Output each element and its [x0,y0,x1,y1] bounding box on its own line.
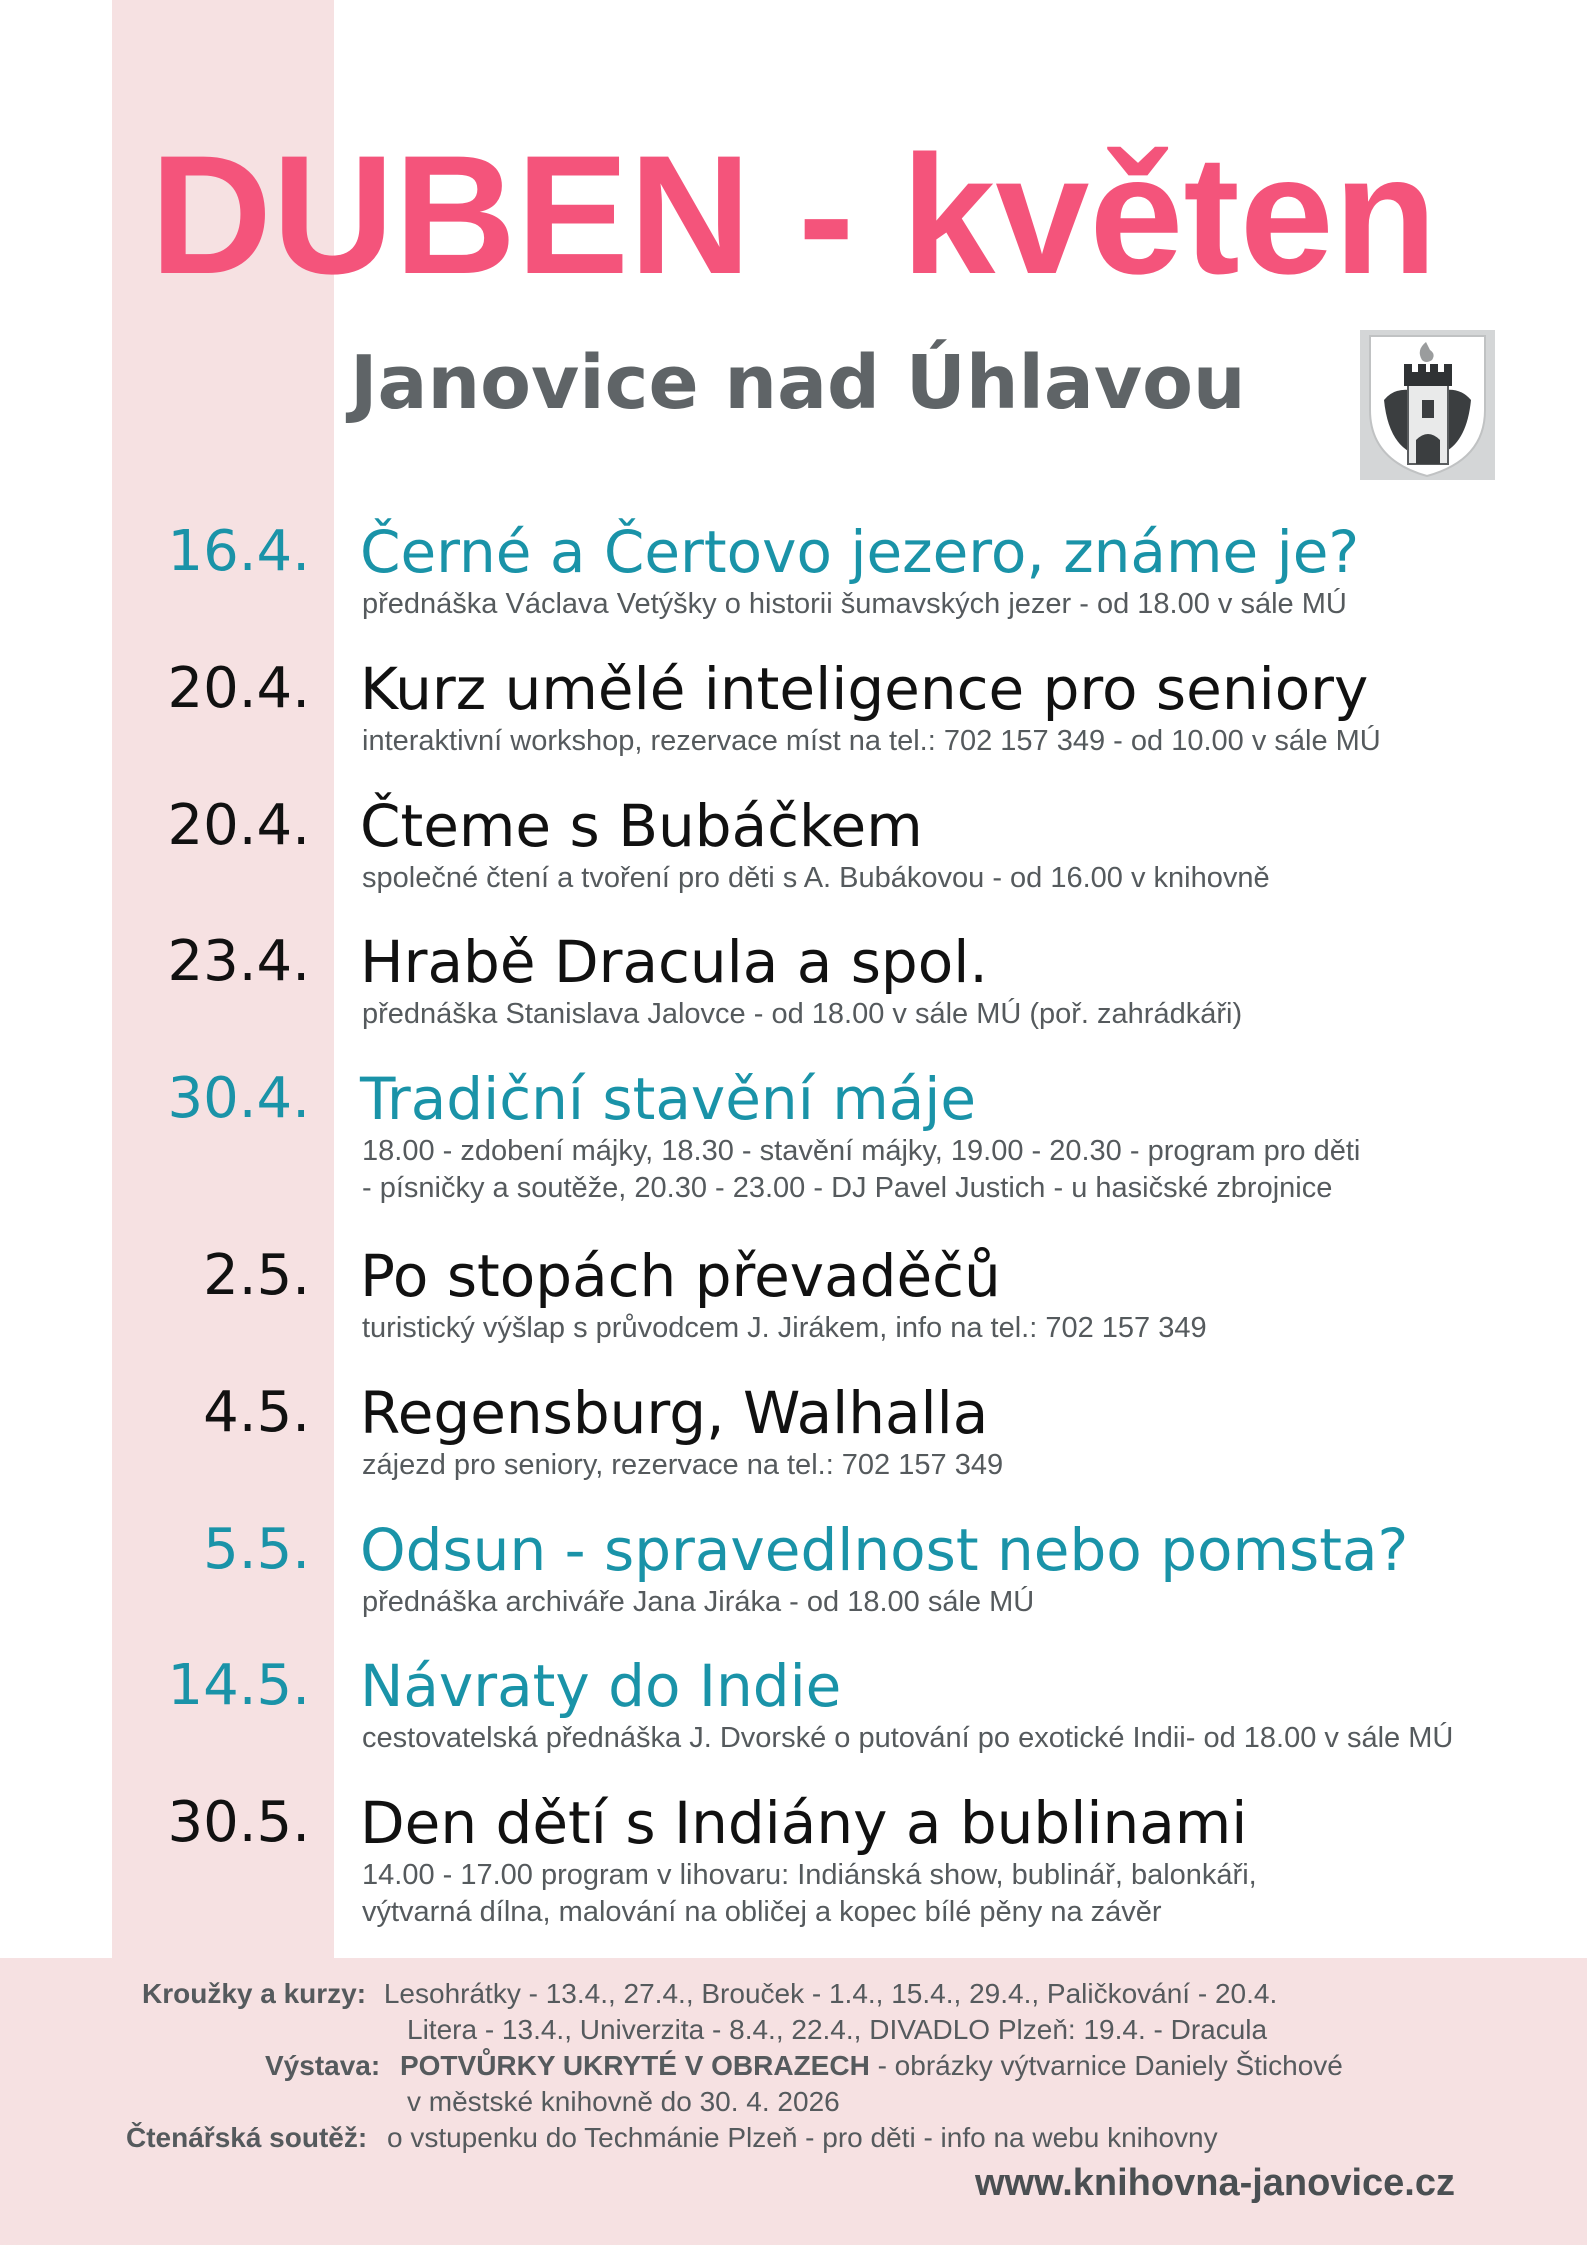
contest-label: Čtenářská soutěž: [126,2122,368,2153]
event-description [362,1447,1003,1484]
event-date: 23.4. [167,929,310,994]
event-title: Den dětí s Indiány a bublinami [360,1789,1248,1857]
event-description [362,723,1381,760]
event-date: 2.5. [203,1243,310,1308]
exhibition-place: v městské knihovně do 30. 4. 2026 [407,2086,840,2117]
contest-text: o vstupenku do Techmánie Plzeň - pro děti - info na webu knihovny [386,2122,1218,2153]
event-description-line: - písničky a soutěže, 20.30 - 23.00 - DJ Pavel Justich - u hasičské zbrojnice [362,1172,1333,1204]
website-link[interactable]: www.knihovna-janovice.cz [974,2162,1455,2204]
exhibition-desc: - obrázky výtvarnice Daniely Štichové [869,2050,1343,2081]
event-description-line: přednáška Václava Vetýšky o historii šumavských jezer - od 18.00 v sále MÚ [362,588,1347,620]
event-description-line: výtvarná dílna, malování na obličej a kopec bílé pěny na závěr [362,1896,1162,1928]
event-date: 20.4. [167,793,310,858]
event-description [362,996,1242,1033]
footer-exhibition-line1 [265,2048,1343,2084]
footer-contest-line [126,2120,1218,2156]
event-description [362,1857,1257,1931]
event-title: Čteme s Bubáčkem [360,792,923,860]
event-date: 30.5. [167,1790,310,1855]
event-title: Regensburg, Walhalla [360,1379,989,1447]
event-description-line: společné čtení a tvoření pro děti s A. Bubákovou - od 16.00 v knihovně [362,862,1270,894]
event-title: Po stopách převaděčů [360,1242,1001,1310]
event-date: 14.5. [167,1653,310,1718]
event-description-line: přednáška Stanislava Jalovce - od 18.00 v sále MÚ (poř. zahrádkáři) [362,998,1243,1030]
event-description [362,1133,1360,1207]
town-crest-icon [1360,330,1495,480]
event-description [362,860,1270,897]
page-title: DUBEN - květen [149,120,1438,309]
event-title: Černé a Čertovo jezero, známe je? [360,518,1360,586]
event-description [362,1720,1453,1757]
event-description-line: přednáška archiváře Jana Jiráka - od 18.00 sále MÚ [362,1586,1035,1618]
exhibition-label: Výstava: [265,2050,381,2081]
event-description-line: turistický výšlap s průvodcem J. Jirákem, info na tel.: 702 157 349 [362,1312,1207,1344]
event-date: 5.5. [203,1517,310,1582]
exhibition-title: POTVŮRKY UKRYTÉ V OBRAZECH [399,2050,870,2081]
footer-courses-line1 [142,1976,1277,2012]
courses-label: Kroužky a kurzy: [142,1978,367,2009]
event-description [362,586,1347,623]
footer-exhibition-line2 [407,2084,840,2120]
event-date: 20.4. [167,656,310,721]
event-title: Odsun - spravedlnost nebo pomsta? [360,1516,1409,1584]
event-description [362,1310,1207,1347]
event-description-line: 18.00 - zdobení májky, 18.30 - stavění májky, 19.00 - 20.30 - program pro děti [362,1135,1361,1167]
event-date: 16.4. [167,519,310,584]
footer-courses-line2 [407,2012,1267,2048]
page-subtitle: Janovice nad Úhlavou [350,340,1246,426]
event-date: 4.5. [203,1380,310,1445]
event-description [362,1584,1034,1621]
event-title: Kurz umělé inteligence pro seniory [360,655,1369,723]
event-description-line: interaktivní workshop, rezervace míst na tel.: 702 157 349 - od 10.00 v sále MÚ [362,725,1381,757]
event-description-line: cestovatelská přednáška J. Dvorské o putování po exotické Indii- od 18.00 v sále MÚ [362,1722,1454,1754]
event-title: Tradiční stavění máje [360,1065,977,1133]
courses-text-2: Litera - 13.4., Univerzita - 8.4., 22.4., DIVADLO Plzeň: 19.4. - Dracula [407,2014,1268,2045]
event-date: 30.4. [167,1066,310,1131]
event-description-line: 14.00 - 17.00 program v lihovaru: Indiánská show, bublinář, balonkáři, [362,1859,1257,1891]
event-title: Návraty do Indie [360,1652,842,1720]
courses-text-1: Lesohrátky - 13.4., 27.4., Brouček - 1.4., 15.4., 29.4., Paličkování - 20.4. [383,1978,1278,2009]
event-title: Hrabě Dracula a spol. [360,928,988,996]
event-description-line: zájezd pro seniory, rezervace na tel.: 702 157 349 [362,1449,1004,1481]
